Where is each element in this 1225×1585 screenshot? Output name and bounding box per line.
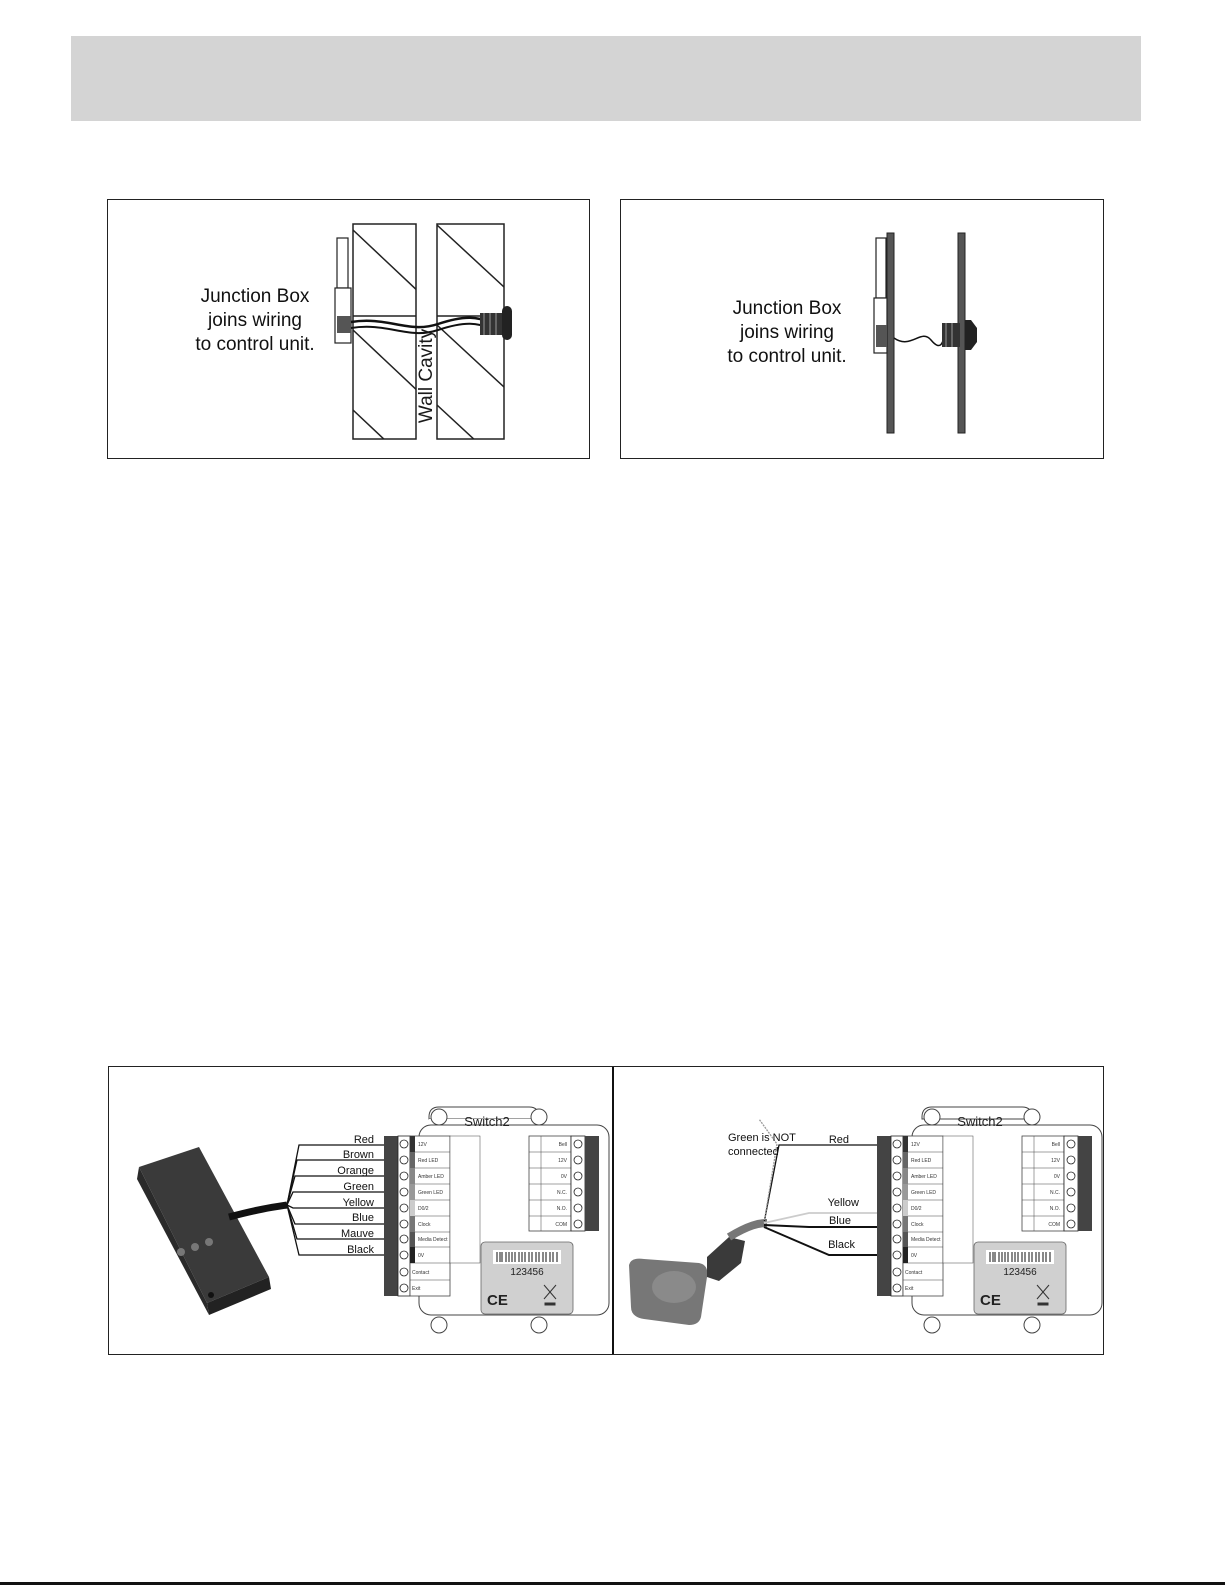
terminal-label: COM xyxy=(555,1222,567,1228)
terminal-label: Green LED xyxy=(418,1190,444,1196)
terminal-label: 12V xyxy=(558,1158,567,1164)
terminal-label: D0/2 xyxy=(418,1206,429,1212)
unit-name-left: Switch2 xyxy=(464,1114,510,1129)
caption-line: to control unit. xyxy=(727,346,847,367)
terminal-label: COM xyxy=(1048,1222,1060,1228)
caption-line: joins wiring xyxy=(740,322,834,343)
unit-name-right: Switch2 xyxy=(957,1114,1003,1129)
terminal-label: Green LED xyxy=(911,1190,937,1196)
serial-right: 123456 xyxy=(1003,1267,1037,1278)
terminal-label: Media Detect xyxy=(418,1237,448,1243)
terminal-label: Media Detect xyxy=(911,1237,941,1243)
not-connected-note-line: connected xyxy=(728,1146,779,1158)
wire-label-yellow: Yellow xyxy=(827,1197,859,1209)
reader-bolt-device xyxy=(629,1223,767,1325)
terminal-label: Amber LED xyxy=(418,1174,444,1180)
caption-line: to control unit. xyxy=(195,334,315,355)
terminal-label: Bell xyxy=(1051,1142,1060,1148)
ce-mark-right: CE xyxy=(980,1292,1001,1309)
wiring-diagram xyxy=(108,1066,1104,1355)
terminal-label: Red LED xyxy=(418,1158,439,1164)
terminal-label: 12V xyxy=(911,1142,920,1148)
left-terminal-strip xyxy=(384,1136,410,1296)
caption-line: Junction Box xyxy=(732,298,842,319)
right-terminal-strip-left xyxy=(571,1136,599,1231)
terminal-label: 0V xyxy=(911,1253,918,1259)
wire-label-black: Black xyxy=(828,1239,855,1251)
terminal-label: Red LED xyxy=(911,1158,932,1164)
terminal-label: N.C. xyxy=(1050,1190,1060,1196)
wire-label-red: Red xyxy=(828,1134,849,1146)
solid-wall-caption xyxy=(178,285,332,357)
wire-label-black: Black xyxy=(347,1244,374,1256)
serial-left: 123456 xyxy=(510,1267,544,1278)
wire-label-green: Green xyxy=(343,1181,374,1193)
terminal-label: 12V xyxy=(1051,1158,1060,1164)
terminal-label: 0V xyxy=(418,1253,425,1259)
wire-label-orange: Orange xyxy=(337,1165,374,1177)
wiring-illustration xyxy=(109,1067,1104,1355)
caption-line: Junction Box xyxy=(200,286,310,307)
wire-label-yellow: Yellow xyxy=(342,1197,374,1209)
reader-keypad-device xyxy=(137,1147,287,1315)
terminal-label: Clock xyxy=(911,1222,924,1228)
terminal-label: Clock xyxy=(418,1222,431,1228)
not-connected-note-line: Green is NOT xyxy=(728,1132,796,1144)
wire-label-blue: Blue xyxy=(351,1212,374,1224)
terminal-label: Contact xyxy=(905,1270,923,1276)
terminal-label: Bell xyxy=(558,1142,567,1148)
terminal-label: N.C. xyxy=(557,1190,567,1196)
partition-wall-diagram xyxy=(620,199,1104,459)
terminal-label: Contact xyxy=(412,1270,430,1276)
terminal-label: N.O. xyxy=(1049,1206,1060,1212)
header-band xyxy=(71,36,1141,121)
terminal-label: N.O. xyxy=(556,1206,567,1212)
partition-wall-caption xyxy=(711,297,863,369)
wire-label-mauve: Mauve xyxy=(340,1228,374,1240)
wire-label-brown: Brown xyxy=(342,1149,374,1161)
wire-label-blue: Blue xyxy=(828,1215,851,1227)
solid-wall-diagram xyxy=(107,199,590,459)
terminal-label: Amber LED xyxy=(911,1174,937,1180)
ce-mark-left: CE xyxy=(487,1292,508,1309)
terminal-label: 0V xyxy=(560,1174,567,1180)
terminal-label: Exit xyxy=(905,1286,914,1292)
terminal-label: 12V xyxy=(418,1142,427,1148)
wall-cavity-label: Wall Cavity xyxy=(416,328,437,424)
terminal-label: Exit xyxy=(412,1286,421,1292)
caption-line: joins wiring xyxy=(208,310,302,331)
terminal-label: 0V xyxy=(1053,1174,1060,1180)
terminal-label: D0/2 xyxy=(911,1206,922,1212)
wire-label-red: Red xyxy=(353,1134,374,1146)
